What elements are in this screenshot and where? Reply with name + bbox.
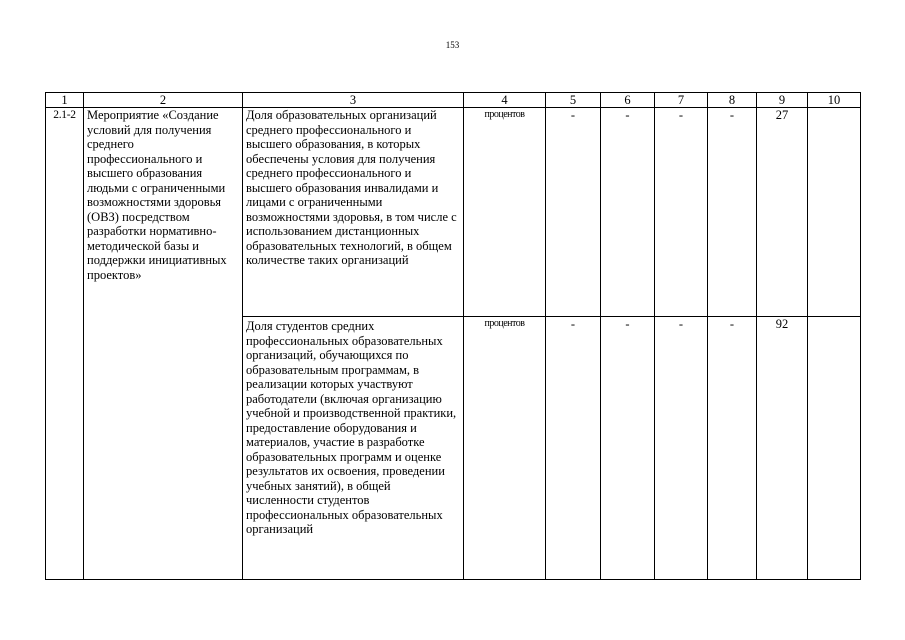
indicator-unit: процентов bbox=[464, 108, 546, 317]
value-col-7: - bbox=[655, 317, 708, 580]
row-number: 2.1-2 bbox=[46, 108, 84, 580]
value-col-8: - bbox=[708, 317, 757, 580]
indicator-unit: процентов bbox=[464, 317, 546, 580]
value-col-5: - bbox=[546, 317, 601, 580]
col-header: 7 bbox=[655, 93, 708, 108]
value-col-7: - bbox=[655, 108, 708, 317]
value-col-10 bbox=[808, 108, 861, 317]
value-col-8: - bbox=[708, 108, 757, 317]
indicators-table bbox=[45, 92, 861, 580]
col-header: 3 bbox=[243, 93, 464, 108]
col-header: 5 bbox=[546, 93, 601, 108]
page-number: 153 bbox=[445, 40, 460, 50]
col-header: 1 bbox=[46, 93, 84, 108]
value-col-9: 27 bbox=[757, 108, 808, 317]
header-row bbox=[46, 93, 861, 108]
event-name: Мероприятие «Создание условий для получения среднего профессионального и высшего образования людьми с ограниченными возможностями здоровья (ОВЗ) посредством разработки нормативно-методической базы и поддержки инициативных проектов» bbox=[84, 108, 243, 580]
value-col-6: - bbox=[601, 108, 655, 317]
col-header: 9 bbox=[757, 93, 808, 108]
value-col-9: 92 bbox=[757, 317, 808, 580]
value-col-10 bbox=[808, 317, 861, 580]
col-header: 6 bbox=[601, 93, 655, 108]
table-row bbox=[46, 108, 861, 317]
col-header: 4 bbox=[464, 93, 546, 108]
indicator-text: Доля студентов средних профессиональных образовательных организаций, обучающихся по образовательным программам, в реализации которых участвуют работодатели (включая организацию учебной и производственной практики, предоставление оборудования и материалов, участие в разработке образовательных программ и оценке результатов их освоения, проведении учебных занятий), в общей численности студентов профессиональных образовательных организаций bbox=[243, 317, 464, 580]
col-header: 2 bbox=[84, 93, 243, 108]
value-col-6: - bbox=[601, 317, 655, 580]
col-header: 8 bbox=[708, 93, 757, 108]
col-header: 10 bbox=[808, 93, 861, 108]
indicator-text: Доля образовательных организаций среднего профессионального и высшего образования, в которых обеспечены условия для получения среднего профессионального и высшего образования инвалидами и лицами с ограниченными возможностями здоровья, в том числе с использованием дистанционных образовательных технологий, в общем количестве таких организаций bbox=[243, 108, 464, 317]
value-col-5: - bbox=[546, 108, 601, 317]
